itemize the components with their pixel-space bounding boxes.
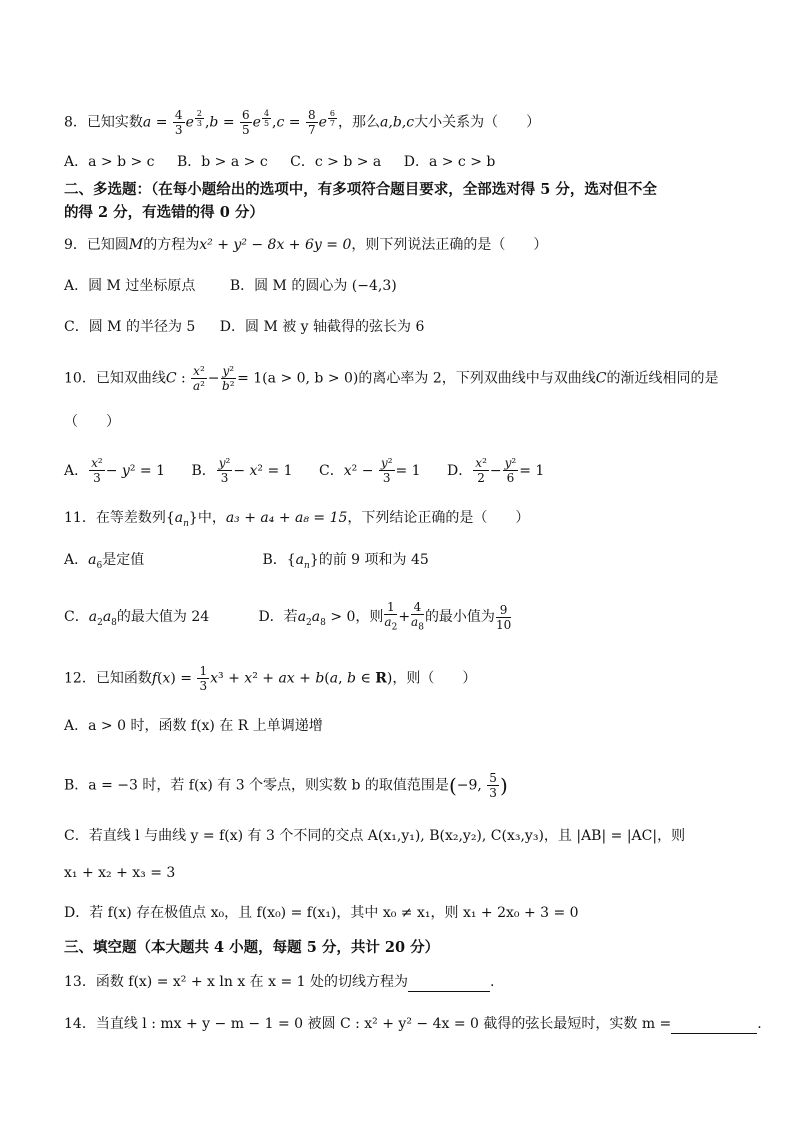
q12-option-c[interactable]: C．若直线 l 与曲线 y = f(x) 有 3 个不同的交点 A(x₁,y₁), B(x₂,y₂), C(x₃,y₃)，且 |AB| = |AC|，则: [64, 828, 686, 844]
question-9-options-cd: [64, 317, 424, 337]
question-11: 11．在等差数列$\{a_n\}$中，a₃ + a₄ + a₈ = 15，下列结论正确的是（ ）: [64, 510, 530, 529]
question-9: 9．已知圆M的方程为x² + y² − 8x + 6y = 0，则下列说法正确的是（ ）: [64, 237, 548, 253]
question-11-options-ab: [64, 550, 429, 576]
section-2-title-cont: 的得 2 分，有选错的得 0 分）: [64, 204, 264, 221]
q8-option-b[interactable]: B．b > a > c: [176, 154, 268, 170]
q8-option-a[interactable]: A．a > b > c: [64, 154, 155, 170]
q12-option-d[interactable]: D．若 f(x) 存在极值点 x₀，且 f(x₀) = f(x₁)，其中 x₀ ≠ x₁，则 x₁ + 2x₀ + 3 = 0: [64, 905, 579, 921]
q9-option-c[interactable]: C．圆 M 的半径为 5: [64, 319, 196, 335]
q11-option-b[interactable]: B．$\{a_n\}$的前 9 项和为 45: [262, 552, 429, 571]
q9-option-a[interactable]: A．圆 M 过坐标原点: [64, 278, 196, 294]
q10-option-a[interactable]: A． $\frac{\text{x²}}{3}$ − y² = 1: [64, 456, 165, 485]
q11-option-d[interactable]: D．若$a_2a_8 > 0$，则 $\frac{1}{a_2}$ + $\frac{4}{a_8}$ 的最小值为 $\frac{9}{10}$: [258, 600, 512, 633]
question-10: 10．已知双曲线C : $\frac{\text{x²}}{\text{a²}}$ − $\frac{\text{y²}}{\text{b²}}$ = 1(a > 0, b > 0)的离心率为 2，下列双曲线中与双曲线C的渐近线相同的是: [64, 364, 719, 393]
question-8: 8．已知实数a = $\frac{4}{3}$ e $^{\frac{2}{3}}$ ,b = $\frac{6}{5}$ e $^{\frac{4}{5}}$ ,c = $\frac{8}{7}$ e $^{\frac{6}{7}}$ ，那么a,b,c大小关系为（ ）: [64, 108, 541, 137]
question-12: 12．已知函数f(x) = $\frac{1}{3}$ x³ + x² + ax + b(a, b ∈ R)，则（ ）: [64, 664, 477, 693]
question-13: 13．函数 f(x) = x² + x ln x 在 x = 1 处的切线方程为 .: [64, 974, 495, 990]
question-8-options: [64, 152, 513, 172]
q10-option-b[interactable]: B． $\frac{\text{y²}}{3}$ − x² = 1: [191, 456, 293, 485]
q8-option-d[interactable]: D．a > c > b: [403, 154, 496, 170]
section-2-title: 二、多选题：（在每小题给出的选项中，有多项符合题目要求，全部选对得 5 分，选对但不全: [64, 181, 657, 198]
question-11-options-cd: [64, 600, 512, 634]
question-9-options-ab: [64, 276, 397, 296]
q14-answer-blank[interactable]: [671, 1019, 757, 1034]
q12-option-b[interactable]: B．a = −3 时，若 f(x) 有 3 个零点，则实数 b 的取值范围是(−9, $\frac{5}{3}$ ): [64, 771, 508, 800]
q10-option-c[interactable]: C．x² − $\frac{\text{y²}}{3}$ = 1: [319, 456, 421, 485]
q11-option-a[interactable]: A．$a_6$是定值: [64, 552, 145, 571]
question-10-options: [64, 456, 544, 485]
q12-option-a[interactable]: A．a > 0 时，函数 f(x) 在 R 上单调递增: [64, 718, 323, 734]
q10-option-d[interactable]: D． $\frac{\text{x²}}{2}$ − $\frac{\text{y²}}{6}$ = 1: [447, 456, 545, 485]
q9-option-b[interactable]: B．圆 M 的圆心为 (−4,3): [229, 278, 397, 294]
question-14: 14．当直线 l : mx + y − m − 1 = 0 被圆 C : x² + y² − 4x = 0 截得的弦长最短时，实数 m = .: [64, 1016, 762, 1032]
q13-answer-blank[interactable]: [408, 977, 490, 992]
q12-option-c-cont: x₁ + x₂ + x₃ = 3: [64, 865, 176, 881]
q11-option-c[interactable]: C．$a_2a_8$的最大值为 24: [64, 609, 210, 628]
q8-option-c[interactable]: C．c > b > a: [290, 154, 382, 170]
question-10-paren: （ ）: [64, 414, 120, 430]
section-3-title: 三、填空题（本大题共 4 小题，每题 5 分，共计 20 分）: [64, 939, 440, 956]
q9-option-d[interactable]: D．圆 M 被 y 轴截得的弦长为 6: [219, 319, 425, 335]
